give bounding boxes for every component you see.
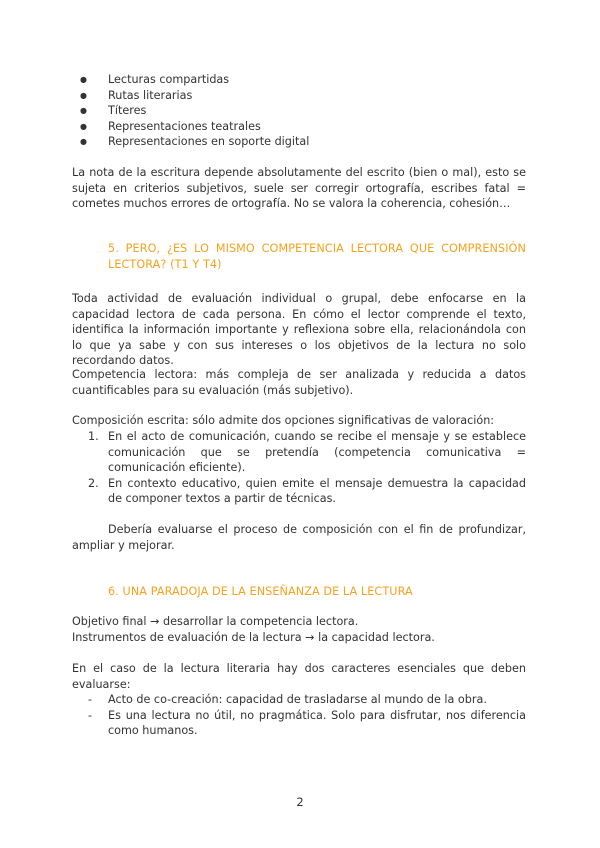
list-item: ● Representaciones teatrales (80, 119, 520, 135)
list-item: ● Rutas literarias (80, 88, 520, 104)
list-number: 2. (88, 476, 99, 490)
list-number: 1. (88, 430, 99, 443)
list-item (88, 476, 526, 507)
list-text: Es una lectura no útil, no pragmática. Solo para disfrutar, nos diferencia como humanos. (108, 708, 526, 737)
list-item: ● Representaciones en soporte digital (80, 134, 520, 150)
list-text: En el acto de comunicación, cuando se recibe el mensaje y se establece comunicación que se pretendía (competencia comunicativa = comunicación eficiente). (108, 430, 526, 474)
paragraph-composicion: Composición escrita: sólo admite dos opciones significativas de valoración: (72, 414, 495, 427)
instrumentos-line: Instrumentos de evaluación de la lectura → la capacidad lectora. (72, 631, 435, 644)
list-text: En contexto educativo, quien emite el mensaje demuestra la capacidad de componer textos a partir de técnicas. (108, 476, 526, 505)
paragraph-competencia: Competencia lectora: más compleja de ser analizada y reducida a datos cuantificables para su evaluación (más subjetivo). (72, 368, 526, 397)
paragraph-evaluacion: Toda actividad de evaluación individual o grupal, debe enfocarse en la capacidad lectora de cada persona. En cómo el lector comprende el texto, identifica la información importante y reflexiona sobre ella, relacionándola con lo que ya sabe y con sus intereses o los objetivos de la lectura no solo recordando datos. (72, 292, 526, 367)
paragraph-nota: La nota de la escritura depende absolutamente del escrito (bien o mal), esto se sujeta en criterios subjetivos, suele ser corregir ortografía, escribes fatal = cometes muchos errores de ortografía. No se valora la coherencia, cohesión… (72, 166, 526, 210)
list-item: ● Títeres (80, 103, 520, 119)
list-dash: - (88, 708, 93, 722)
list-item: ● Lecturas compartidas (80, 72, 520, 88)
numbered-list (88, 429, 526, 507)
list-item (88, 692, 526, 708)
list-item (88, 429, 526, 476)
dash-list (88, 692, 526, 739)
list-dash: - (88, 693, 93, 706)
section-heading-5: 5. PERO, ¿ES LO MISMO COMPETENCIA LECTORA QUE COMPRENSIÓN LECTORA? (T1 Y T4) (108, 242, 526, 271)
page-number: 2 (296, 795, 304, 809)
paragraph-deberia: Debería evaluarse el proceso de composición con el fin de profundizar, ampliar y mejorar. (72, 523, 526, 552)
list-text: Acto de co-creación: capacidad de trasladarse al mundo de la obra. (108, 693, 487, 706)
section-heading-6: 6. UNA PARADOJA DE LA ENSEÑANZA DE LA LECTURA (108, 585, 413, 598)
paragraph-caso: En el caso de la lectura literaria hay dos caracteres esenciales que deben evaluarse: (72, 662, 526, 691)
activities-bullet-list (80, 72, 520, 150)
list-item (88, 708, 526, 739)
objetivo-line: Objetivo final → desarrollar la competencia lectora. (72, 615, 359, 628)
